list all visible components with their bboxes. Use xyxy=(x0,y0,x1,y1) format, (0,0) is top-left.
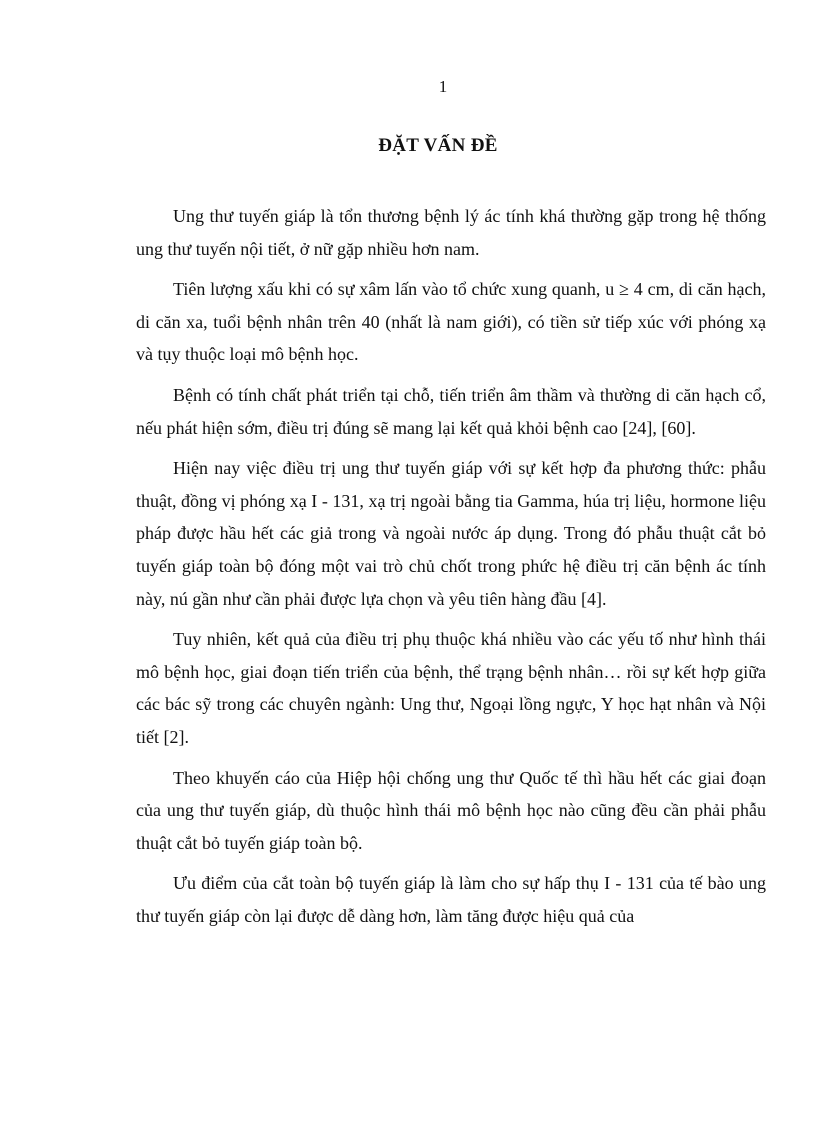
paragraph-3: Bệnh có tính chất phát triển tại chỗ, tiến triển âm thầm và thường di căn hạch cổ, nếu phát hiện sớm, điều trị đúng sẽ mang lại kết quả khỏi bệnh cao [24], [60]. xyxy=(136,384,766,438)
page-number: 1 xyxy=(438,77,448,96)
paragraph-4: Hiện nay việc điều trị ung thư tuyến giáp với sự kết hợp đa phương thức: phẫu thuật, đồng vị phóng xạ I - 131, xạ trị ngoài bằng tia Gamma, húa trị liệu, hormone liệu pháp được hầu hết các giả trong và ngoài nước áp dụng. Trong đó phẫu thuật cắt bỏ tuyến giáp toàn bộ đóng một vai trò chủ chốt trong phức hệ điều trị căn bệnh ác tính này, nú gần như cần phải được lựa chọn và yêu tiên hàng đầu [4]. xyxy=(136,458,766,609)
body-text xyxy=(136,200,766,940)
page-title: ĐẶT VẤN ĐỀ xyxy=(378,135,498,156)
paragraph-7: Ưu điểm của cắt toàn bộ tuyến giáp là làm cho sự hấp thụ I - 131 của tế bào ung thư tuyến giáp còn lại được dễ dàng hơn, làm tăng được hiệu quả của xyxy=(136,873,766,926)
paragraph-6: Theo khuyến cáo của Hiệp hội chống ung thư Quốc tế thì hầu hết các giai đoạn của ung thư tuyến giáp, dù thuộc hình thái mô bệnh học nào cũng đều cần phải phẫu thuật cắt bỏ tuyến giáp toàn bộ. xyxy=(136,767,766,853)
paragraph-1: Ung thư tuyến giáp là tổn thương bệnh lý ác tính khá thường gặp trong hệ thống ung thư tuyến nội tiết, ở nữ gặp nhiều hơn nam. xyxy=(136,206,766,259)
paragraph-5: Tuy nhiên, kết quả của điều trị phụ thuộc khá nhiều vào các yếu tố như hình thái mô bệnh học, giai đoạn tiến triển của bệnh, thể trạng bệnh nhân… rồi sự kết hợp giữa các bác sỹ trong các chuyên ngành: Ung thư, Ngoại lồng ngực, Y học hạt nhân và Nội tiết [2]. xyxy=(136,629,766,747)
paragraph-2: Tiên lượng xấu khi có sự xâm lấn vào tổ chức xung quanh, u ≥ 4 cm, di căn hạch, di căn xa, tuổi bệnh nhân trên 40 (nhất là nam giới), có tiền sử tiếp xúc với phóng xạ và tụy thuộc loại mô bệnh học. xyxy=(136,279,766,365)
